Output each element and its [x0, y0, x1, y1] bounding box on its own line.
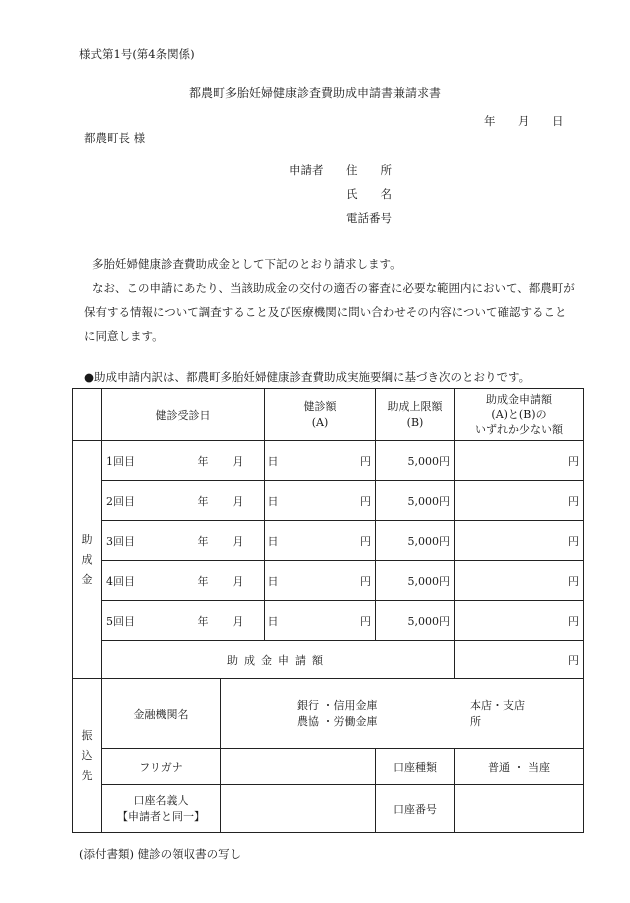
- header-exam-amount-label: 健診額: [303, 399, 337, 413]
- exam-date-field[interactable]: 年 月 日: [148, 601, 265, 641]
- row-label: 3回目: [102, 521, 148, 561]
- bank-type-options: [225, 698, 452, 730]
- request-amount-field[interactable]: 円: [455, 601, 584, 641]
- header-request-line-2: (A)と(B)の: [491, 408, 547, 421]
- applicant-address-label: 住 所: [346, 163, 392, 177]
- grant-limit-value: 5,000円: [376, 601, 455, 641]
- header-exam-amount: [265, 389, 376, 441]
- grant-limit-value: 5,000円: [376, 481, 455, 521]
- bank-name-field[interactable]: [221, 679, 584, 749]
- row-label: 2回目: [102, 481, 148, 521]
- exam-amount-field[interactable]: 円: [265, 561, 376, 601]
- account-number-field[interactable]: [455, 785, 584, 833]
- request-amount-field[interactable]: 円: [455, 481, 584, 521]
- request-amount-field[interactable]: 円: [455, 521, 584, 561]
- exam-date-field[interactable]: 年 月 日: [148, 441, 265, 481]
- table-row: [73, 561, 584, 601]
- account-holder-field[interactable]: [221, 785, 376, 833]
- grant-limit-value: 5,000円: [376, 521, 455, 561]
- account-holder-line-2: 【申請者と同一】: [117, 809, 205, 823]
- row-label: 4回目: [102, 561, 148, 601]
- table-row: [73, 441, 584, 481]
- date-year-label: 年: [484, 114, 496, 128]
- breakdown-note: ●助成申請内訳は、都農町多胎妊婦健康診査費助成実施要綱に基づき次のとおりです。: [84, 370, 531, 384]
- exam-amount-field[interactable]: 円: [265, 441, 376, 481]
- header-grant-limit: [376, 389, 455, 441]
- account-number-label: 口座番号: [376, 785, 455, 833]
- account-type-field[interactable]: 普通 ・ 当座: [455, 749, 584, 785]
- total-row: [73, 641, 584, 679]
- exam-date-field[interactable]: 年 月 日: [148, 481, 265, 521]
- bank-row: [73, 679, 584, 749]
- consent-statement: なお、この申請にあたり、当該助成金の交付の適否の審査に必要な範囲内において、都農町が保有する情報について調査すること及び医療機関に問い合わせその内容について確認することに同意します。: [84, 281, 575, 343]
- attachment-note: (添付書類) 健診の領収書の写し: [79, 847, 242, 861]
- date-day-label: 日: [552, 114, 564, 128]
- account-type-label: 口座種類: [376, 749, 455, 785]
- table-row: [73, 521, 584, 561]
- grant-request-table: [72, 388, 584, 833]
- applicant-label: 申請者: [289, 163, 324, 177]
- account-holder-label: [102, 785, 221, 833]
- furigana-field[interactable]: [221, 749, 376, 785]
- holder-row: [73, 785, 584, 833]
- row-label: 1回目: [102, 441, 148, 481]
- header-grant-limit-sub: (B): [406, 415, 424, 429]
- branch-option-main: 本店・支店: [470, 698, 525, 712]
- table-row: [73, 481, 584, 521]
- bank-name-label: 金融機関名: [102, 679, 221, 749]
- form-number: 様式第1号(第4条関係): [79, 47, 195, 61]
- furigana-label: フリガナ: [102, 749, 221, 785]
- exam-amount-field[interactable]: 円: [265, 481, 376, 521]
- grant-limit-value: 5,000円: [376, 561, 455, 601]
- request-statement: 多胎妊婦健康診査費助成金として下記のとおり請求します。: [92, 257, 402, 271]
- exam-date-field[interactable]: 年 月 日: [148, 521, 265, 561]
- addressee: 都農町長 様: [84, 131, 146, 145]
- date-month-label: 月: [518, 114, 530, 128]
- total-request-label: 助成金申請額: [102, 641, 455, 679]
- document-title: 都農町多胎妊婦健康診査費助成申請書兼請求書: [188, 86, 441, 100]
- header-exam-date: 健診受診日: [102, 389, 265, 441]
- applicant-phone-label: 電話番号: [346, 211, 392, 225]
- branch-option-office: 所: [470, 714, 481, 728]
- header-request-line-3: いずれか少ない額: [475, 423, 564, 436]
- furigana-row: [73, 749, 584, 785]
- header-request-line-1: 助成金申請額: [486, 393, 553, 406]
- header-grant-limit-label: 助成上限額: [387, 399, 443, 413]
- total-request-field[interactable]: 円: [455, 641, 584, 679]
- side-label-transfer: 振 込 先: [73, 679, 102, 833]
- applicant-name-label: 氏 名: [346, 187, 392, 201]
- exam-amount-field[interactable]: 円: [265, 521, 376, 561]
- table-row: [73, 601, 584, 641]
- bank-option-bank: 銀行 ・信用金庫: [297, 698, 378, 712]
- exam-date-field[interactable]: 年 月 日: [148, 561, 265, 601]
- header-exam-amount-sub: (A): [311, 415, 329, 429]
- request-amount-field[interactable]: 円: [455, 441, 584, 481]
- request-amount-field[interactable]: 円: [455, 561, 584, 601]
- side-label-grant: 助 成 金: [73, 441, 102, 679]
- branch-options: [452, 698, 525, 730]
- grant-limit-value: 5,000円: [376, 441, 455, 481]
- exam-amount-field[interactable]: 円: [265, 601, 376, 641]
- header-request-amount: [455, 389, 584, 441]
- account-holder-line-1: 口座名義人: [133, 793, 189, 807]
- bank-option-agri: 農協 ・労働金庫: [297, 714, 378, 728]
- row-label: 5回目: [102, 601, 148, 641]
- table-corner-cell: [73, 389, 102, 441]
